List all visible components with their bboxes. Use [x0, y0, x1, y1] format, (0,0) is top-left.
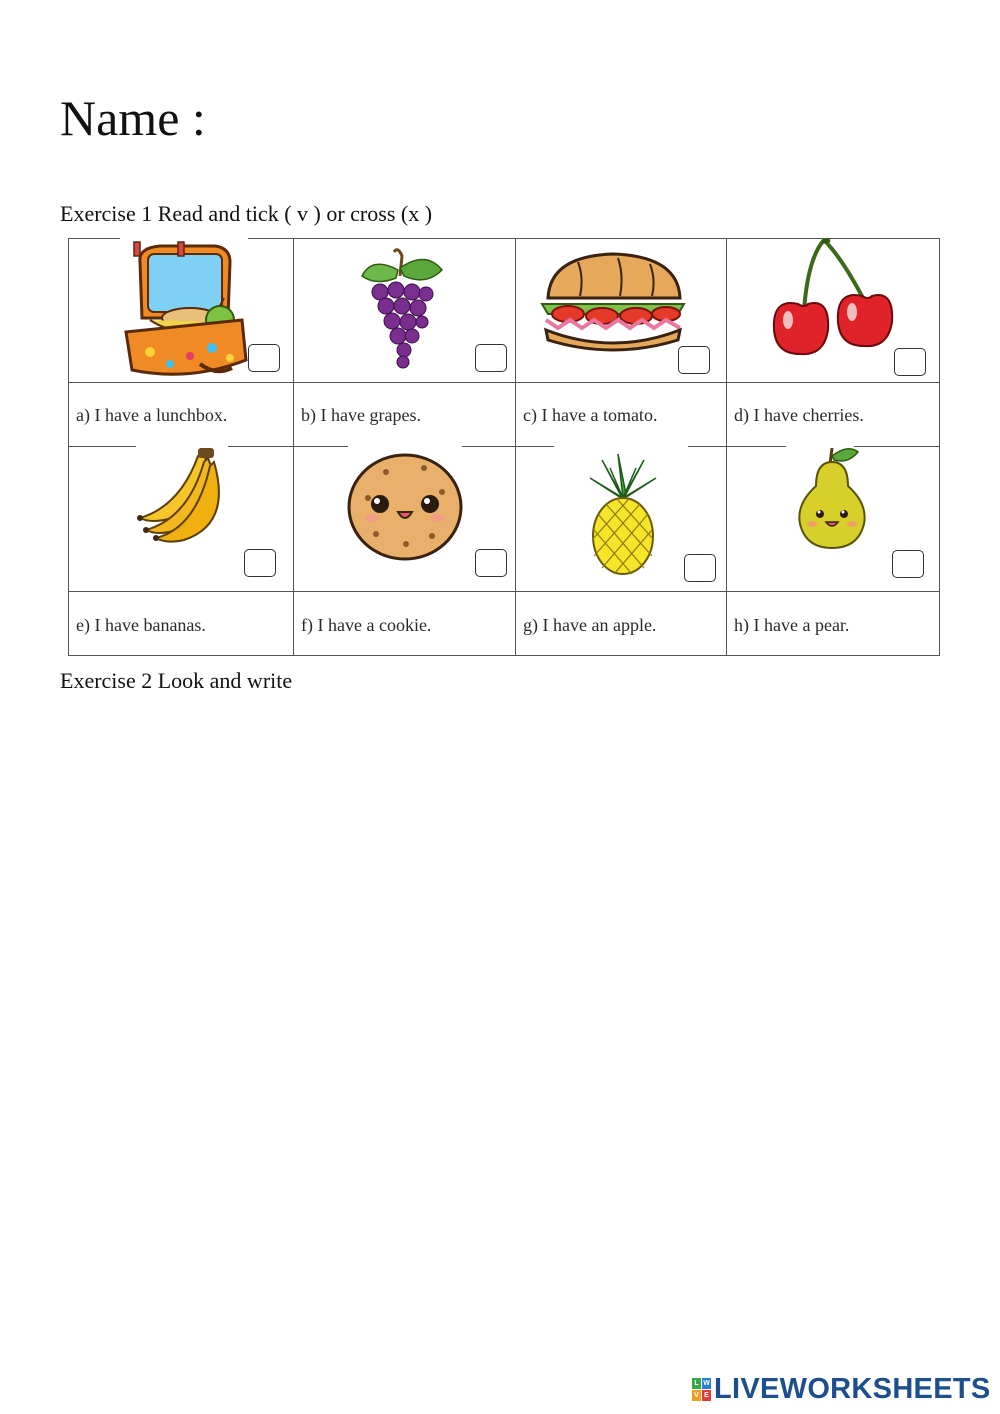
sentence-d: d) I have cherries. — [734, 405, 864, 425]
cherries-icon — [768, 238, 898, 363]
table-border — [68, 446, 136, 447]
table-border — [68, 591, 940, 592]
logo-text: LIVEWORKSHEETS — [714, 1372, 991, 1405]
bananas-icon — [132, 448, 232, 543]
liveworksheets-logo — [692, 1374, 991, 1404]
cookie-icon — [346, 452, 464, 562]
sentence-e: e) I have bananas. — [76, 615, 206, 635]
tick-box-g[interactable] — [684, 554, 716, 582]
logo-blocks-icon: L W V E — [692, 1378, 711, 1401]
exercise1-table — [68, 238, 940, 656]
table-border — [68, 238, 120, 239]
tick-box-h[interactable] — [892, 550, 924, 578]
tick-box-d[interactable] — [894, 348, 926, 376]
sentence-h: h) I have a pear. — [734, 615, 850, 635]
table-border — [688, 446, 786, 447]
sentence-b: b) I have grapes. — [301, 405, 421, 425]
tick-box-c[interactable] — [678, 346, 710, 374]
pineapple-icon — [588, 448, 658, 576]
name-label: Name : — [60, 90, 206, 146]
table-border — [515, 238, 516, 656]
exercise1-heading: Exercise 1 Read and tick ( v ) or cross (x ) — [60, 201, 433, 226]
grapes-icon — [356, 246, 446, 371]
table-border — [726, 238, 727, 656]
sentence-g: g) I have an apple. — [523, 615, 657, 635]
pear-icon — [792, 444, 872, 550]
tick-box-f[interactable] — [475, 549, 507, 577]
sandwich-icon — [538, 248, 688, 358]
exercise2-heading: Exercise 2 Look and write — [60, 668, 293, 693]
tick-box-a[interactable] — [248, 344, 280, 372]
sentence-f: f) I have a cookie. — [301, 615, 432, 635]
table-border — [228, 446, 348, 447]
table-border — [462, 446, 554, 447]
tick-box-e[interactable] — [244, 549, 276, 577]
table-border — [293, 238, 294, 656]
table-border — [68, 382, 940, 383]
tick-box-b[interactable] — [475, 344, 507, 372]
table-border — [68, 238, 69, 656]
lunchbox-icon — [120, 240, 250, 380]
sentence-c: c) I have a tomato. — [523, 405, 658, 425]
table-border — [68, 655, 940, 656]
sentence-a: a) I have a lunchbox. — [76, 405, 228, 425]
table-border — [939, 238, 940, 656]
